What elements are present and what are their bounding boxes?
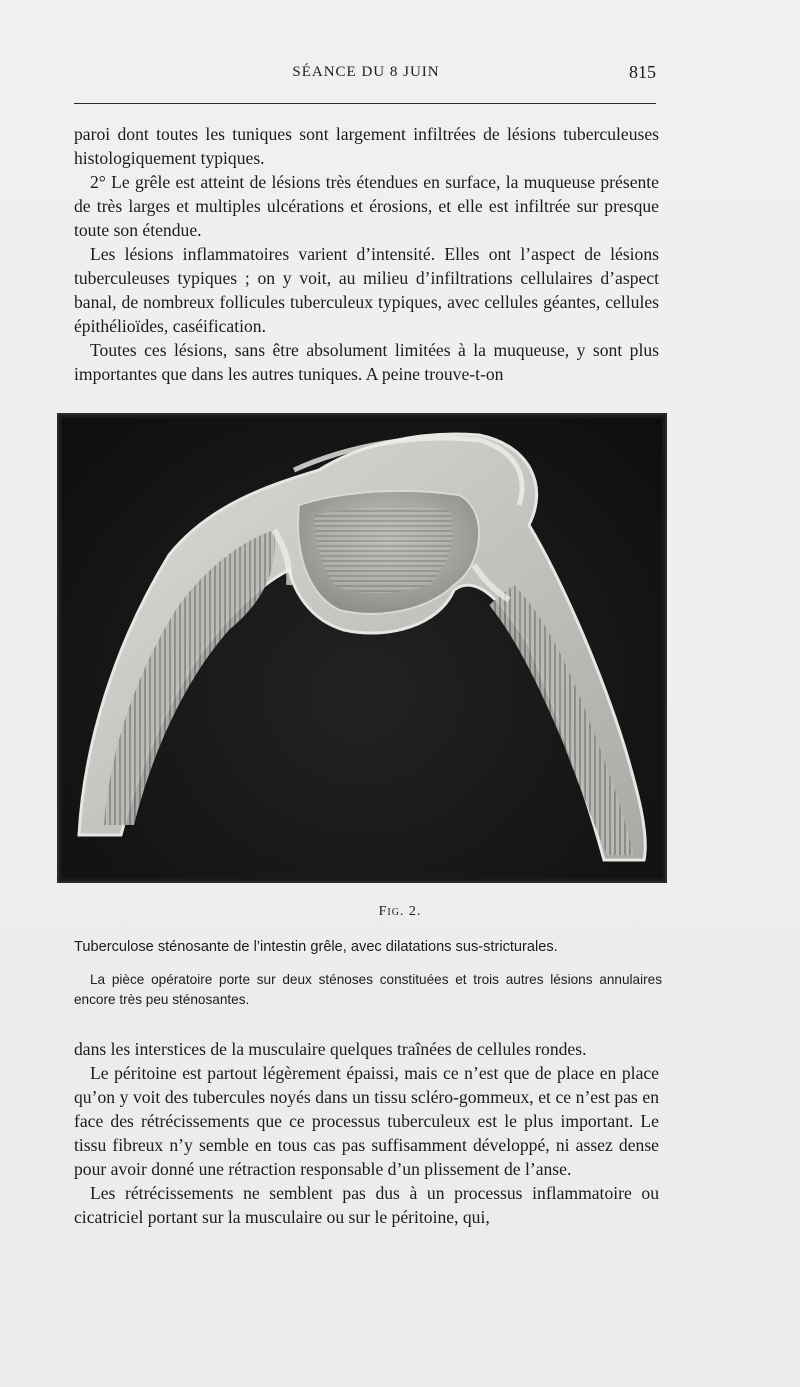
intestine-specimen-illustration [59, 415, 665, 881]
paragraph: Les lésions inflammatoires varient d’intensité. Elles ont l’aspect de lésions tuberculeuses typiques ; on y voit, au milieu d’infiltrations cellulaires d’aspect banal, de nombreux follicules tuberculeux typiques, avec cellules géantes, cellules épithélioïdes, caséification. [74, 244, 659, 336]
paragraph: Les rétrécissements ne semblent pas dus à un processus inflammatoire ou cicatriciel portant sur la musculaire ou sur le péritoine, qui, [74, 1183, 659, 1227]
body-text-top [74, 122, 659, 386]
paragraph: dans les interstices de la musculaire quelques traînées de cellules rondes. [74, 1039, 587, 1059]
paragraph: 2° Le grêle est atteint de lésions très étendues en surface, la muqueuse présente de très larges et multiples ulcérations et érosions, et elle est infiltrée sur presque toute son étendue. [74, 172, 659, 240]
header-rule [74, 103, 656, 104]
paragraph: paroi dont toutes les tuniques sont largement infiltrées de lésions tuberculeuses histologiquement typiques. [74, 124, 659, 168]
body-text-bottom [74, 1037, 659, 1229]
paragraph: Le péritoine est partout légèrement épaissi, mais ce n’est que de place en place qu’on y voit des tubercules noyés dans un tissu scléro-gommeux, et ce n’est pas en face des rétrécissements que ce processus tuberculeux est le plus important. Le tissu fibreux n’y semble en tous cas pas suffisamment développé, ni assez dense pour avoir donné une rétraction responsable d’un plissement de l’anse. [74, 1063, 659, 1179]
figure-photograph [57, 413, 667, 883]
running-title: SÉANCE DU 8 JUIN [292, 64, 440, 80]
running-head [74, 62, 658, 88]
figure-label: Fig. 2. [378, 904, 422, 919]
figure-caption: Tuberculose sténosante de l’intestin grêle, avec dilatations sus-stricturales. [74, 939, 558, 955]
paragraph: Toutes ces lésions, sans être absolument limitées à la muqueuse, y sont plus importantes que dans les autres tuniques. A peine trouve-t-on [74, 340, 659, 384]
central-folds [314, 506, 453, 593]
figure-note: La pièce opératoire porte sur deux sténoses constituées et trois autres lésions annulaires encore très peu sténosantes. [74, 972, 662, 1007]
page-number: 815 [629, 62, 656, 82]
